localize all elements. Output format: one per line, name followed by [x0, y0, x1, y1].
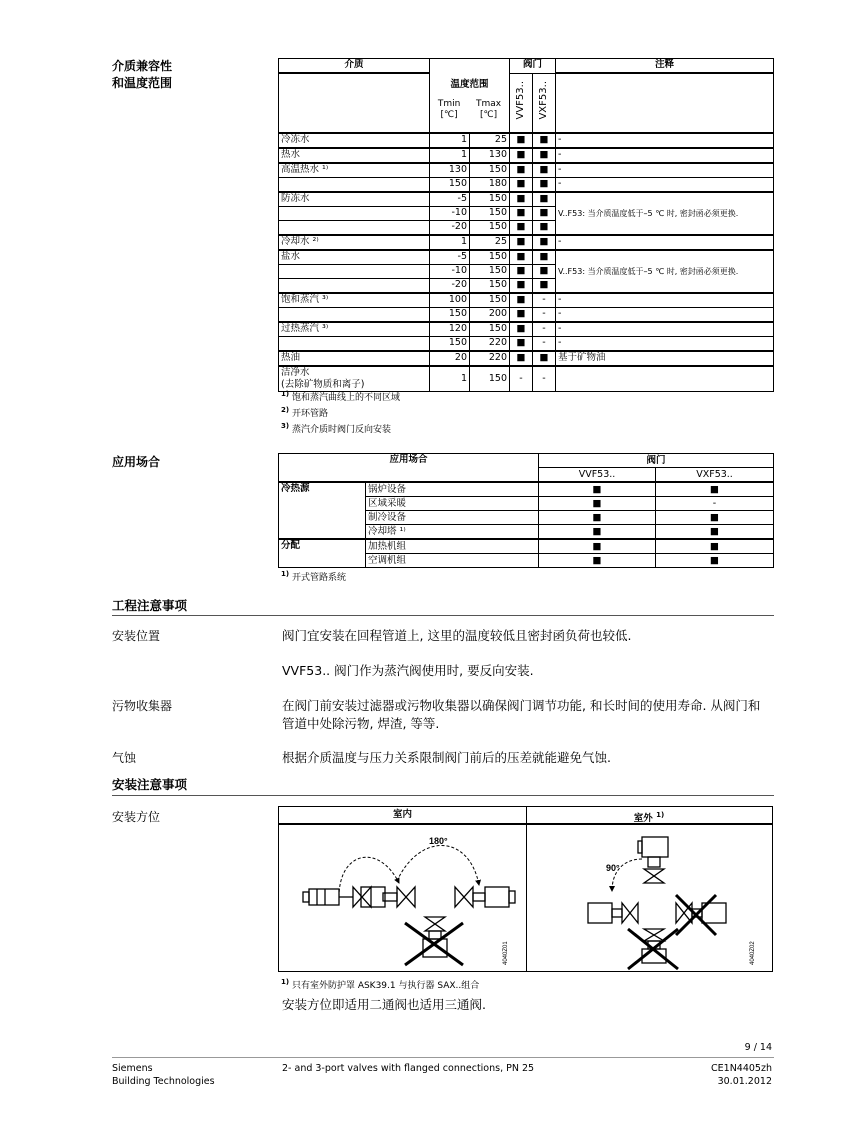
media-compatibility-table [278, 58, 774, 392]
header-vvf53: VVF53.. [515, 81, 526, 120]
tmin-cell: 1 [430, 133, 470, 148]
app-row-name: 加热机组 [366, 539, 539, 554]
tmin-cell: 120 [430, 322, 470, 337]
group-distribution: 分配 [279, 539, 366, 568]
mounting-footnote: $^{1)}$ 只有室外防护罩 ASK39.1 与执行器 SAX..组合 [281, 978, 480, 991]
vvf53-cell: ■ [510, 337, 533, 352]
engineering-title: 工程注意事项 [112, 598, 188, 613]
vxf53-cell: ■ [533, 133, 556, 148]
vxf53-cell: ■ [533, 207, 556, 221]
steam-install-text: VVF53.. 阀门作为蒸汽阀使用时, 要反向安装. [282, 663, 534, 678]
tmin-cell: -10 [430, 207, 470, 221]
tmin-cell: 1 [430, 366, 470, 392]
tmax-cell: 150 [470, 366, 510, 392]
vxf53-cell: - [533, 293, 556, 308]
valve-actuator-top [638, 837, 668, 883]
header-valve: 阀门 [510, 59, 556, 74]
header-vxf53: VXF53.. [538, 81, 549, 121]
media-row [279, 148, 774, 163]
vvf53-cell: ■ [510, 351, 533, 366]
rotate-arrow-right [397, 845, 479, 885]
tmin-cell: 1 [430, 235, 470, 250]
vvf53-cell: ■ [510, 293, 533, 308]
app-cell: ■ [656, 511, 774, 525]
media-footnote-2: $^{2)}$ 开环管路 [281, 406, 328, 419]
vvf53-cell: ■ [510, 235, 533, 250]
application-title: 应用场合 [112, 455, 161, 469]
media-row [279, 337, 774, 352]
tmin-cell: 1 [430, 148, 470, 163]
tmax-cell: 150 [470, 279, 510, 294]
header-tmin-unit: [℃] [440, 110, 458, 120]
diagram-code-right: 4040Z02 [750, 941, 756, 965]
angle-180-label: 180° [429, 836, 448, 846]
medium-cell: 冷冻水 [279, 133, 430, 148]
app-footnote: $^{1)}$ 开式管路系统 [281, 570, 346, 583]
note-cell: - [556, 293, 774, 308]
app-cell: ■ [539, 525, 656, 540]
vvf53-cell: ■ [510, 178, 533, 193]
mounting-title: 安装注意事项 [112, 777, 188, 792]
medium-cell: 过热蒸汽 ³⁾ [279, 322, 430, 337]
vvf53-cell: ■ [510, 192, 533, 207]
app-cell: - [656, 497, 774, 511]
medium-cell [279, 221, 430, 236]
header-tmax: Tmax [476, 99, 502, 109]
install-location-text: 阀门宜安装在回程管道上, 这里的温度较低且密封函负荷也较低. [282, 628, 632, 643]
note-cell: - [556, 322, 774, 337]
vxf53-cell: - [533, 322, 556, 337]
outdoor-header: 室外 $^{1)}$ [526, 807, 772, 825]
app-cell: ■ [656, 482, 774, 497]
mounting-note: 安装方位即适用二通阀也适用三通阀. [282, 997, 486, 1012]
tmax-cell: 180 [470, 178, 510, 193]
note-cell: - [556, 178, 774, 193]
vxf53-cell: ■ [533, 279, 556, 294]
media-row [279, 163, 774, 178]
vvf53-cell: ■ [510, 265, 533, 279]
tmin-cell: -20 [430, 279, 470, 294]
tmin-cell: 150 [430, 178, 470, 193]
vxf53-cell: ■ [533, 235, 556, 250]
media-footnote-1: $^{1)}$ 饱和蒸汽曲线上的不同区域 [281, 390, 400, 403]
media-row [279, 250, 774, 265]
media-row [279, 322, 774, 337]
angle-90-label: 90° [606, 863, 620, 873]
tmin-cell: -5 [430, 250, 470, 265]
note-cell [556, 366, 774, 392]
tmax-cell: 130 [470, 148, 510, 163]
cross-out-icon [405, 923, 463, 965]
media-row [279, 133, 774, 148]
media-row [279, 308, 774, 323]
outdoor-orientation-illustration [526, 825, 772, 971]
media-footnote-3: $^{3)}$ 蒸汽介质时阀门反向安装 [281, 422, 391, 435]
vvf53-cell: ■ [510, 133, 533, 148]
cavitation-label: 气蚀 [112, 751, 137, 765]
header-tmin: Tmin [437, 99, 461, 109]
engineering-rule [112, 615, 774, 616]
vxf53-cell: ■ [533, 250, 556, 265]
note-cell: V..F53: 当介质温度低于–5 ℃ 时, 密封函必须更换. [556, 250, 774, 293]
tmin-cell: -5 [430, 192, 470, 207]
header-temp-range: 温度范围 [450, 79, 489, 90]
vxf53-cell: ■ [533, 351, 556, 366]
medium-cell: 盐水 [279, 250, 430, 265]
tmin-cell: 130 [430, 163, 470, 178]
medium-cell: 饱和蒸汽 ³⁾ [279, 293, 430, 308]
vvf53-cell: ■ [510, 308, 533, 323]
media-row [279, 293, 774, 308]
note-cell: - [556, 133, 774, 148]
tmin-cell: -10 [430, 265, 470, 279]
media-title-line1: 介质兼容性 [112, 59, 173, 73]
medium-cell: 洁净水 (去除矿物质和离子) [279, 366, 430, 392]
indoor-orientation-illustration [279, 825, 525, 971]
tmax-cell: 150 [470, 192, 510, 207]
vxf53-cell: - [533, 337, 556, 352]
app-cell: ■ [539, 554, 656, 568]
medium-cell [279, 308, 430, 323]
app-cell: ■ [539, 539, 656, 554]
media-title-line2: 和温度范围 [112, 76, 173, 90]
vxf53-cell: - [533, 366, 556, 392]
tmin-cell: 100 [430, 293, 470, 308]
note-cell: - [556, 148, 774, 163]
rotate-arrow-left [339, 857, 399, 897]
tmax-cell: 220 [470, 337, 510, 352]
tmax-cell: 220 [470, 351, 510, 366]
orientation-diagram [278, 806, 773, 972]
app-header-valve: 阀门 [539, 454, 774, 468]
tmax-cell: 150 [470, 163, 510, 178]
vxf53-cell: ■ [533, 148, 556, 163]
tmax-cell: 25 [470, 133, 510, 148]
vvf53-cell: ■ [510, 250, 533, 265]
vvf53-cell: ■ [510, 207, 533, 221]
vxf53-cell: ■ [533, 221, 556, 236]
media-row [279, 351, 774, 366]
media-row [279, 192, 774, 207]
medium-cell: 热油 [279, 351, 430, 366]
strainer-text: 在阀门前安装过滤器或污物收集器以确保阀门调节功能, 和长时间的使用寿命. 从阀门和管道中处除污物, 焊渣, 等等. [282, 698, 761, 731]
mounting-rule [112, 795, 774, 796]
tmin-cell: 20 [430, 351, 470, 366]
app-row-name: 冷却塔 ¹⁾ [366, 525, 539, 540]
tmax-cell: 150 [470, 207, 510, 221]
app-cell: ■ [656, 539, 774, 554]
tmin-cell: 150 [430, 308, 470, 323]
medium-cell [279, 178, 430, 193]
tmax-cell: 200 [470, 308, 510, 323]
app-cell: ■ [539, 482, 656, 497]
header-application: 应用场合 [279, 454, 539, 483]
medium-cell: 冷却水 ²⁾ [279, 235, 430, 250]
tmin-cell: 150 [430, 337, 470, 352]
vxf53-cell: ■ [533, 265, 556, 279]
vvf53-cell: ■ [510, 279, 533, 294]
header-notes: 注释 [556, 59, 774, 74]
indoor-header: 室内 [279, 807, 526, 825]
vvf53-cell: - [510, 366, 533, 392]
vvf53-cell: ■ [510, 221, 533, 236]
medium-cell [279, 207, 430, 221]
app-row-name: 空调机组 [366, 554, 539, 568]
app-cell: ■ [656, 525, 774, 540]
vvf53-cell: ■ [510, 322, 533, 337]
note-cell: V..F53: 当介质温度低于–5 ℃ 时, 密封函必须更换. [556, 192, 774, 235]
media-row [279, 235, 774, 250]
app-cell: ■ [656, 554, 774, 568]
medium-cell: 热水 [279, 148, 430, 163]
header-medium: 介质 [279, 59, 430, 74]
footer-doc-title: 2- and 3-port valves with flanged connections, PN 25 [282, 1063, 535, 1074]
install-location-label: 安装位置 [112, 629, 161, 643]
strainer-label: 污物收集器 [112, 699, 173, 713]
vxf53-cell: - [533, 308, 556, 323]
valve-actuator-side [588, 903, 638, 923]
footer-rule [112, 1057, 774, 1058]
medium-cell [279, 337, 430, 352]
app-header-vxf53: VXF53.. [656, 468, 774, 483]
orientation-label: 安装方位 [112, 810, 161, 824]
media-row [279, 178, 774, 193]
vvf53-cell: ■ [510, 163, 533, 178]
note-cell: - [556, 337, 774, 352]
app-cell: ■ [539, 497, 656, 511]
medium-cell [279, 265, 430, 279]
vxf53-cell: ■ [533, 192, 556, 207]
app-row-name: 锅炉设备 [366, 482, 539, 497]
footer-company: Siemens Building Technologies [112, 1063, 215, 1087]
vxf53-cell: ■ [533, 178, 556, 193]
application-table [278, 453, 774, 568]
note-cell: - [556, 235, 774, 250]
app-row-name: 区域采暖 [366, 497, 539, 511]
medium-cell: 高温热水 ¹⁾ [279, 163, 430, 178]
medium-cell [279, 279, 430, 294]
tmax-cell: 150 [470, 250, 510, 265]
valve-actuator-right [455, 887, 515, 907]
header-tmax-unit: [℃] [480, 110, 498, 120]
app-header-vvf53: VVF53.. [539, 468, 656, 483]
tmax-cell: 150 [470, 322, 510, 337]
tmin-cell: -20 [430, 221, 470, 236]
group-heat-cold-source: 冷热源 [279, 482, 366, 539]
vvf53-cell: ■ [510, 148, 533, 163]
medium-cell: 防冻水 [279, 192, 430, 207]
tmax-cell: 150 [470, 221, 510, 236]
tmax-cell: 150 [470, 265, 510, 279]
app-cell: ■ [539, 511, 656, 525]
footer-doc-code: CE1N4405zh 30.01.2012 [711, 1063, 772, 1087]
note-cell: - [556, 308, 774, 323]
note-cell: - [556, 163, 774, 178]
cavitation-text: 根据介质温度与压力关系限制阀门前后的压差就能避免气蚀. [282, 750, 611, 765]
tmax-cell: 150 [470, 293, 510, 308]
note-cell: 基于矿物油 [556, 351, 774, 366]
diagram-code-left: 4040Z01 [503, 941, 509, 965]
tmax-cell: 25 [470, 235, 510, 250]
vxf53-cell: ■ [533, 163, 556, 178]
page-number: 9 / 14 [744, 1042, 772, 1053]
app-row-name: 制冷设备 [366, 511, 539, 525]
